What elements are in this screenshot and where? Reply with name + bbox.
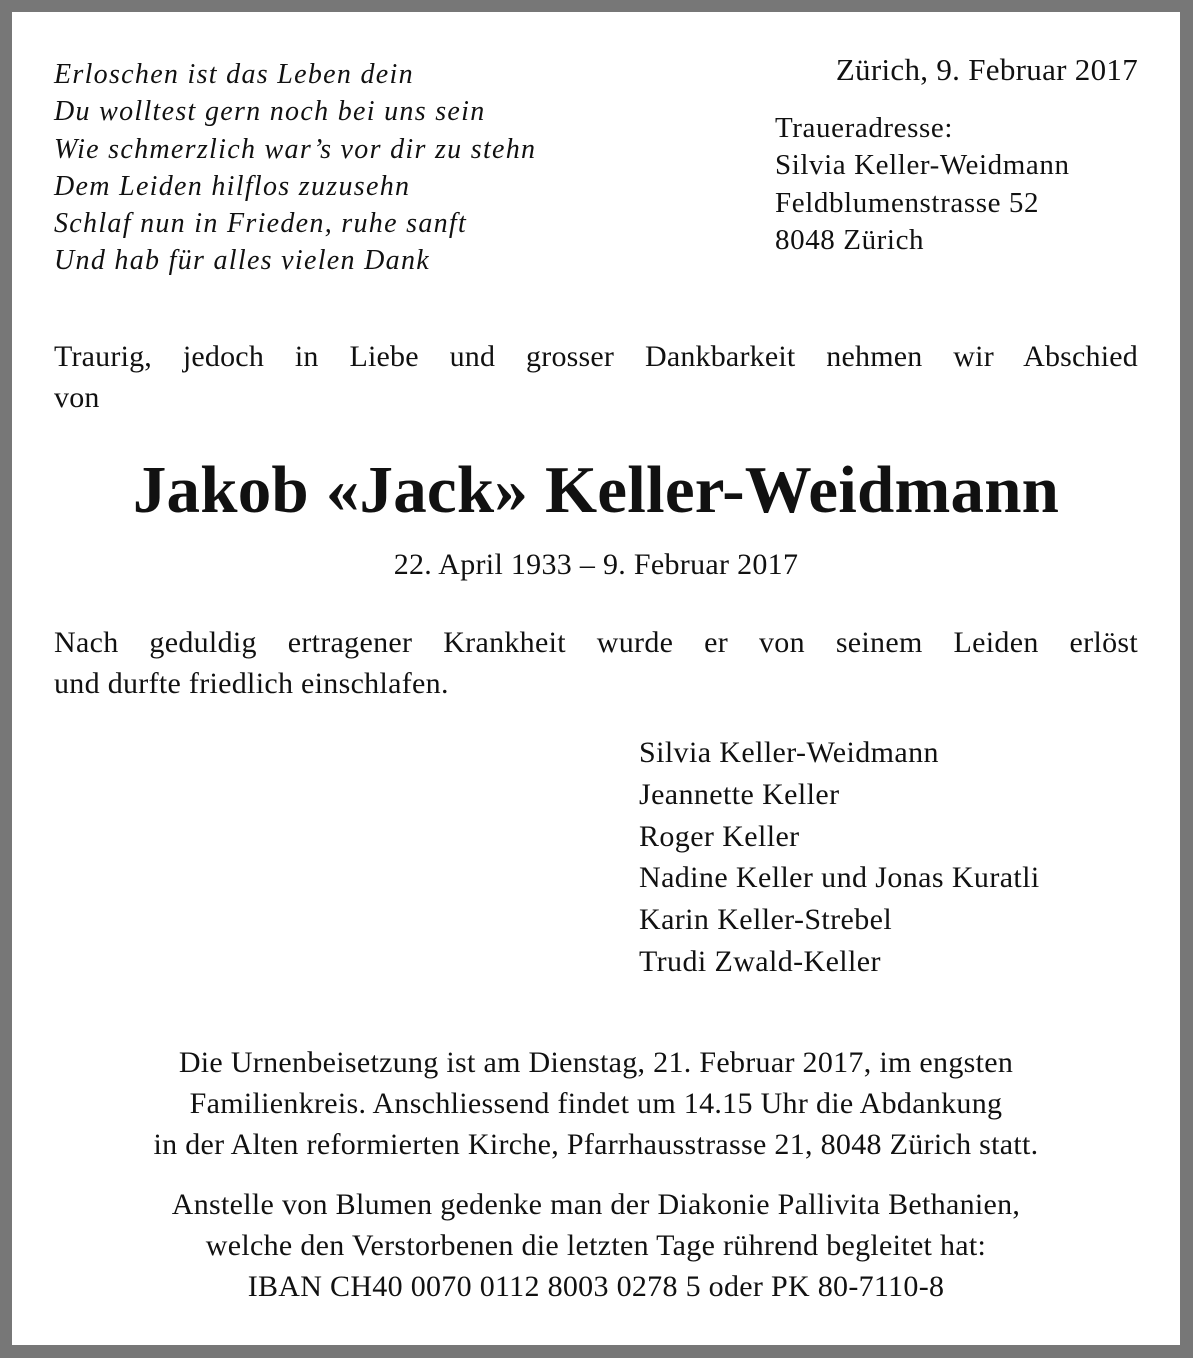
ceremony-info	[12, 1042, 1180, 1165]
family-member: Roger Keller	[639, 819, 800, 853]
address-line: Feldblumenstrasse 52	[775, 186, 1040, 219]
passing-line: und durfte friedlich einschlafen.	[54, 667, 449, 700]
ceremony-line: in der Alten reformierten Kirche, Pfarrhausstrasse 21, 8048 Zürich statt.	[153, 1128, 1039, 1161]
obituary-page	[12, 12, 1180, 1345]
poem-line: Wie schmerzlich war’s vor dir zu stehn	[54, 133, 537, 165]
family-member: Trudi Zwald-Keller	[639, 944, 881, 978]
family-member: Jeannette Keller	[639, 777, 840, 811]
ceremony-line: Die Urnenbeisetzung ist am Dienstag, 21. Februar 2017, im engsten	[178, 1046, 1014, 1079]
donation-line: Anstelle von Blumen gedenke man der Diakonie Pallivita Bethanien,	[171, 1188, 1021, 1221]
deceased-name: Jakob «Jack» Keller-Weidmann	[132, 453, 1060, 527]
family-list	[639, 732, 1040, 983]
place-date: Zürich, 9. Februar 2017	[835, 52, 1138, 87]
address-line: 8048 Zürich	[775, 223, 925, 256]
poem-line: Schlaf nun in Frieden, ruhe sanft	[54, 208, 468, 240]
life-dates: 22. April 1933 – 9. Februar 2017	[393, 548, 799, 581]
family-member: Silvia Keller-Weidmann	[639, 736, 939, 769]
family-member: Nadine Keller und Jonas Kuratli	[639, 861, 1040, 895]
mourning-address	[775, 110, 1070, 259]
family-member: Karin Keller-Strebel	[639, 903, 893, 937]
poem-line: Erloschen ist das Leben dein	[54, 59, 414, 90]
address-line: Silvia Keller-Weidmann	[775, 149, 1070, 182]
poem-line: Du wolltest gern noch bei uns sein	[54, 96, 486, 128]
poem-line: Und hab für alles vielen Dank	[54, 245, 430, 277]
poem-line: Dem Leiden hilflos zuzusehn	[54, 170, 411, 202]
donation-line: welche den Verstorbenen die letzten Tage rührend begleitet hat:	[205, 1229, 987, 1262]
intro-line: Traurig, jedoch in Liebe und grosser Dankbarkeit nehmen wir Abschied	[54, 340, 1138, 373]
passing-text	[54, 622, 1138, 704]
donation-line: IBAN CH40 0070 0112 8003 0278 5 oder PK 80-7110-8	[247, 1270, 945, 1303]
intro-line: von	[54, 381, 100, 414]
poem	[54, 56, 536, 280]
donation-info	[12, 1184, 1180, 1307]
intro-text	[54, 336, 1138, 418]
passing-line: Nach geduldig ertragener Krankheit wurde er von seinem Leiden erlöst	[54, 626, 1138, 659]
address-line: Traueradresse:	[775, 112, 954, 144]
ceremony-line: Familienkreis. Anschliessend findet um 14.15 Uhr die Abdankung	[189, 1087, 1003, 1120]
